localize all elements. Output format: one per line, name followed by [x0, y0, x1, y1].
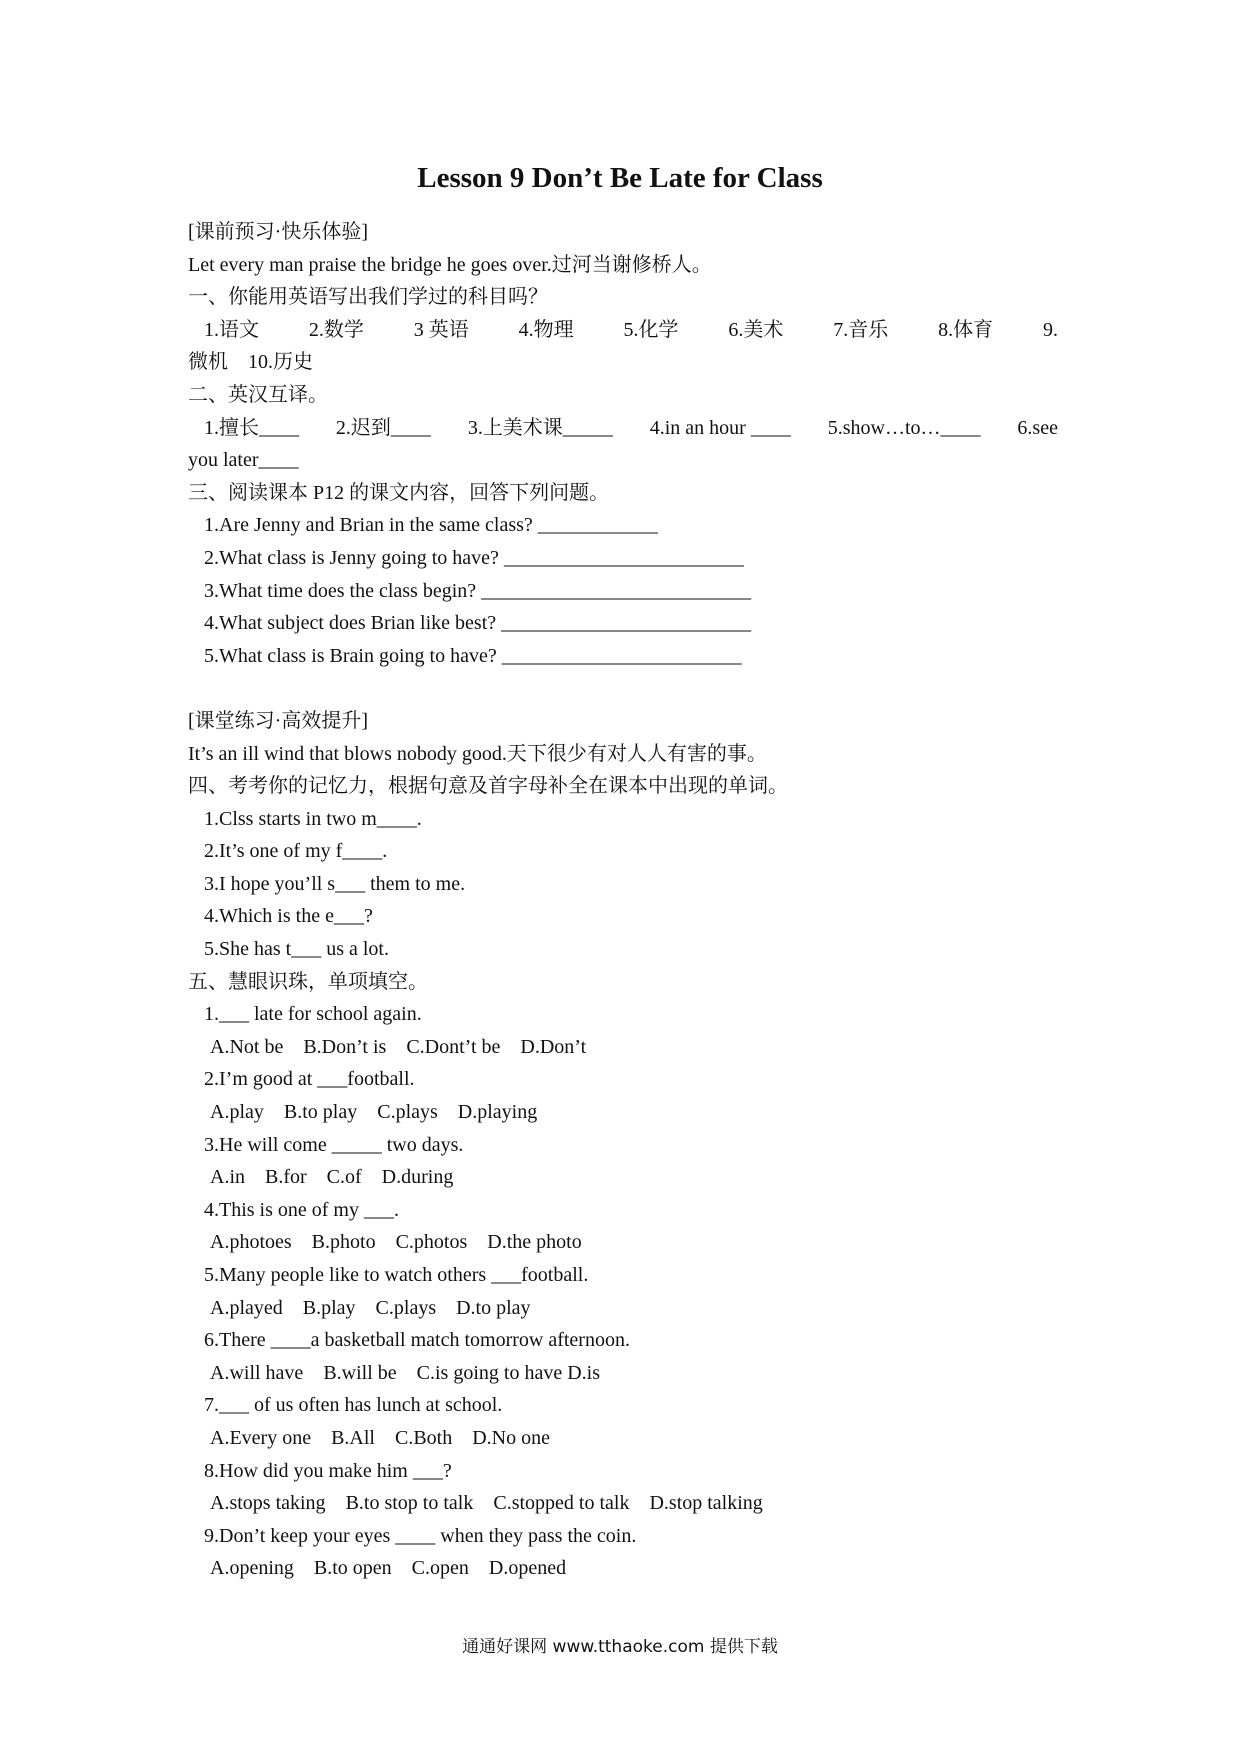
- multiple-choice-list: [188, 998, 1058, 1585]
- mc-option: D.during: [381, 1166, 454, 1189]
- subject-item: 9.: [1043, 318, 1058, 341]
- mc-question: 5.Many people like to watch others ___football.: [204, 1264, 589, 1286]
- translation-item: 3.上美术课_____: [467, 416, 613, 439]
- q3-title: 三、阅读课本 P12 的课文内容，回答下列问题。: [188, 481, 610, 504]
- mc-option: B.photo: [311, 1231, 376, 1254]
- mc-option: A.photoes: [210, 1231, 292, 1254]
- mc-option: A.in: [210, 1166, 245, 1189]
- translation-item: 4.in an hour ____: [649, 416, 791, 439]
- mc-options: [188, 1096, 1058, 1129]
- subject-item: 3 英语: [413, 318, 469, 341]
- mc-options: [188, 1422, 1058, 1455]
- page-title: Lesson 9 Don’t Be Late for Class: [417, 162, 823, 194]
- mc-option: D.to play: [456, 1296, 531, 1319]
- practice-proverb: It’s an ill wind that blows nobody good.天下很少有对人人有害的事。: [188, 742, 767, 765]
- reading-question: 3.What time does the class begin? ___________________________: [204, 579, 752, 602]
- subject-item: 7.音乐: [833, 318, 889, 341]
- reading-question: 2.What class is Jenny going to have? ________________________: [204, 546, 744, 569]
- preview-heading: [课前预习·快乐体验]: [188, 221, 368, 243]
- mc-option: D.stop talking: [649, 1492, 763, 1515]
- mc-option: C.photos: [395, 1231, 468, 1254]
- mc-question: 1.___ late for school again.: [204, 1003, 422, 1026]
- mc-option: C.of: [326, 1166, 362, 1189]
- q1-title: 一、你能用英语写出我们学过的科目吗？: [188, 286, 548, 309]
- mc-question: 6.There ____a basketball match tomorrow afternoon.: [204, 1329, 630, 1352]
- translation-item: 1.擅长____: [204, 416, 299, 439]
- mc-option: B.All: [331, 1426, 375, 1449]
- mc-options: [188, 1031, 1058, 1064]
- mc-option: C.stopped to talk: [493, 1492, 630, 1515]
- subject-item: 1.语文: [204, 318, 259, 341]
- section-spacer: [188, 672, 1058, 705]
- mc-option: B.to stop to talk: [345, 1492, 474, 1515]
- subjects-row-continued: 微机 10.历史: [188, 351, 313, 374]
- mc-option: D.opened: [488, 1557, 567, 1580]
- translation-row-continued: you later____: [188, 449, 299, 472]
- practice-heading: [课堂练习·高效提升]: [188, 709, 368, 732]
- mc-option: C.is going to have D.is: [416, 1361, 600, 1384]
- mc-option: B.will be: [323, 1361, 397, 1384]
- q4-title: 四、考考你的记忆力，根据句意及首字母补全在课本中出现的单词。: [188, 775, 788, 798]
- mc-options: [188, 1226, 1058, 1259]
- subject-item: 8.体育: [938, 318, 994, 341]
- word-fill-item: 4.Which is the e___?: [204, 905, 373, 928]
- mc-option: A.played: [210, 1296, 283, 1319]
- mc-option: A.stops taking: [210, 1492, 326, 1515]
- word-fill-item: 3.I hope you’ll s___ them to me.: [204, 872, 466, 895]
- mc-option: A.opening: [210, 1557, 294, 1580]
- mc-option: B.for: [265, 1166, 307, 1189]
- mc-options: [188, 1357, 1058, 1390]
- mc-option: D.No one: [472, 1426, 550, 1449]
- mc-option: A.Not be: [210, 1035, 284, 1058]
- mc-option: C.open: [411, 1557, 469, 1580]
- mc-option: B.to play: [283, 1101, 358, 1124]
- mc-option: D.the photo: [487, 1231, 582, 1254]
- mc-option: C.Dont’t be: [406, 1035, 501, 1058]
- footer-credit: 通通好课网 www.tthaoke.com 提供下载: [462, 1637, 778, 1657]
- mc-question: 3.He will come _____ two days.: [204, 1133, 464, 1156]
- mc-option: C.plays: [377, 1101, 438, 1124]
- mc-options: [188, 1487, 1058, 1520]
- subject-item: 6.美术: [728, 318, 784, 341]
- mc-question: 4.This is one of my ___.: [204, 1198, 399, 1221]
- mc-options: [188, 1292, 1058, 1325]
- mc-option: B.Don’t is: [303, 1035, 387, 1058]
- mc-option: C.plays: [375, 1296, 437, 1319]
- word-fill-item: 1.Clss starts in two m____.: [204, 807, 422, 830]
- mc-option: C.Both: [394, 1426, 453, 1449]
- mc-option: B.to open: [313, 1557, 392, 1580]
- mc-option: A.Every one: [210, 1426, 312, 1449]
- translation-row: [188, 412, 1058, 445]
- subject-item: 4.物理: [518, 318, 574, 341]
- preview-proverb: Let every man praise the bridge he goes over.过河当谢修桥人。: [188, 253, 712, 276]
- subject-item: 2.数学: [308, 318, 364, 341]
- translation-item: 5.show…to…____: [827, 416, 981, 439]
- mc-question: 9.Don’t keep your eyes ____ when they pass the coin.: [204, 1524, 637, 1547]
- mc-options: [188, 1552, 1058, 1585]
- translation-item: 2.迟到____: [335, 416, 431, 439]
- subjects-row: [188, 314, 1058, 347]
- mc-options: [188, 1161, 1058, 1194]
- q5-title: 五、慧眼识珠，单项填空。: [188, 970, 428, 993]
- mc-option: D.Don’t: [520, 1035, 587, 1058]
- worksheet-content: [188, 216, 1058, 1585]
- reading-question: 5.What class is Brain going to have? ________________________: [204, 644, 742, 667]
- mc-question: 2.I’m good at ___football.: [204, 1068, 415, 1091]
- mc-question: 8.How did you make him ___?: [204, 1459, 452, 1482]
- mc-option: B.play: [302, 1296, 356, 1319]
- translation-item: 6.see: [1017, 416, 1058, 439]
- mc-option: D.playing: [457, 1101, 538, 1124]
- word-fill-item: 2.It’s one of my f____.: [204, 840, 388, 863]
- word-fill-item: 5.She has t___ us a lot.: [204, 938, 389, 961]
- q2-title: 二、英汉互译。: [188, 383, 328, 406]
- reading-question: 1.Are Jenny and Brian in the same class? ____________: [204, 514, 658, 537]
- mc-option: A.will have: [210, 1361, 304, 1384]
- mc-option: A.play: [210, 1101, 264, 1124]
- subject-item: 5.化学: [623, 318, 679, 341]
- reading-question: 4.What subject does Brian like best? _________________________: [204, 612, 752, 635]
- mc-question: 7.___ of us often has lunch at school.: [204, 1394, 503, 1417]
